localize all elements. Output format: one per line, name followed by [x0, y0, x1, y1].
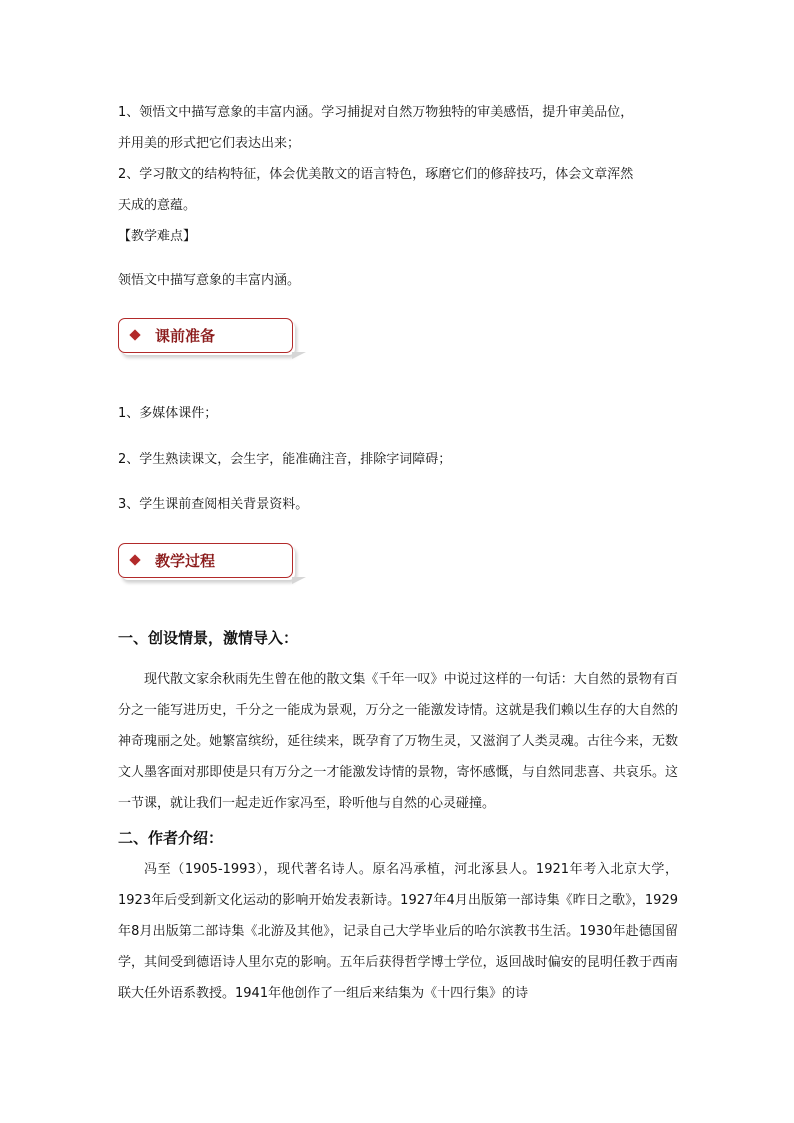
prep-item-1: 1、多媒体课件； [118, 406, 218, 421]
diamond-bullet-icon [129, 554, 140, 565]
objective-1-line-1: 1、领悟文中描写意象的丰富内涵。学习捕捉对自然万物独特的审美感悟，提升审美品位， [118, 105, 634, 120]
difficulty-text: 领悟文中描写意象的丰富内涵。 [118, 273, 301, 288]
part2-paragraph: 冯至（1905-1993），现代著名诗人。原名冯承植，河北涿县人。1921年考入北京大学，1923年后受到新文化运动的影响开始发表新诗。1927年4月出版第一部诗集《昨日之歌》，1929年8月出版第二部诗集《北游及其他》，记录自己大学毕业后的哈尔滨教书生活。1930年赴德国留学，其间受到德语诗人里尔克的影响。五年后获得哲学博士学位，返回战时偏安的昆明任教于西南联大任外语系教授。1941年他创作了一组后来结集为《十四行集》的诗 [118, 862, 678, 1001]
section-title-prep: 课前准备 [155, 327, 216, 345]
part1-heading: 一、创设情景，激情导入： [118, 629, 299, 647]
banner-tail-decoration [292, 352, 306, 359]
prep-item-3: 3、学生课前查阅相关背景资料。 [118, 497, 309, 512]
prep-item-2: 2、学生熟读课文，会生字，能准确注音，排除字词障碍； [118, 452, 452, 467]
difficulty-label: 【教学难点】 [118, 229, 197, 244]
objective-2-line-1: 2、学习散文的结构特征，体会优美散文的语言特色，琢磨它们的修辞技巧，体会文章浑然 [118, 167, 634, 182]
objective-2-line-2: 天成的意蕴。 [118, 198, 197, 213]
banner-tail-decoration [292, 577, 306, 584]
diamond-bullet-icon [129, 329, 140, 340]
objective-1-line-2: 并用美的形式把它们表达出来； [118, 136, 301, 151]
part2-heading: 二、作者介绍： [118, 829, 224, 847]
section-header-prep [118, 318, 293, 353]
part1-paragraph: 现代散文家余秋雨先生曾在他的散文集《千年一叹》中说过这样的一句话：大自然的景物有百分之一能写进历史，千分之一能成为景观，万分之一能激发诗情。这就是我们赖以生存的大自然的神奇瑰丽之处。她繁富缤纷，延往续来，既孕育了万物生灵，又滋润了人类灵魂。古往今来，无数文人墨客面对那即使是只有万分之一才能激发诗情的景物，寄怀感慨，与自然同悲喜、共哀乐。这一节课，就让我们一起走近作家冯至，聆听他与自然的心灵碰撞。 [118, 672, 678, 811]
section-header-process [118, 543, 293, 578]
section-title-process: 教学过程 [155, 552, 216, 570]
